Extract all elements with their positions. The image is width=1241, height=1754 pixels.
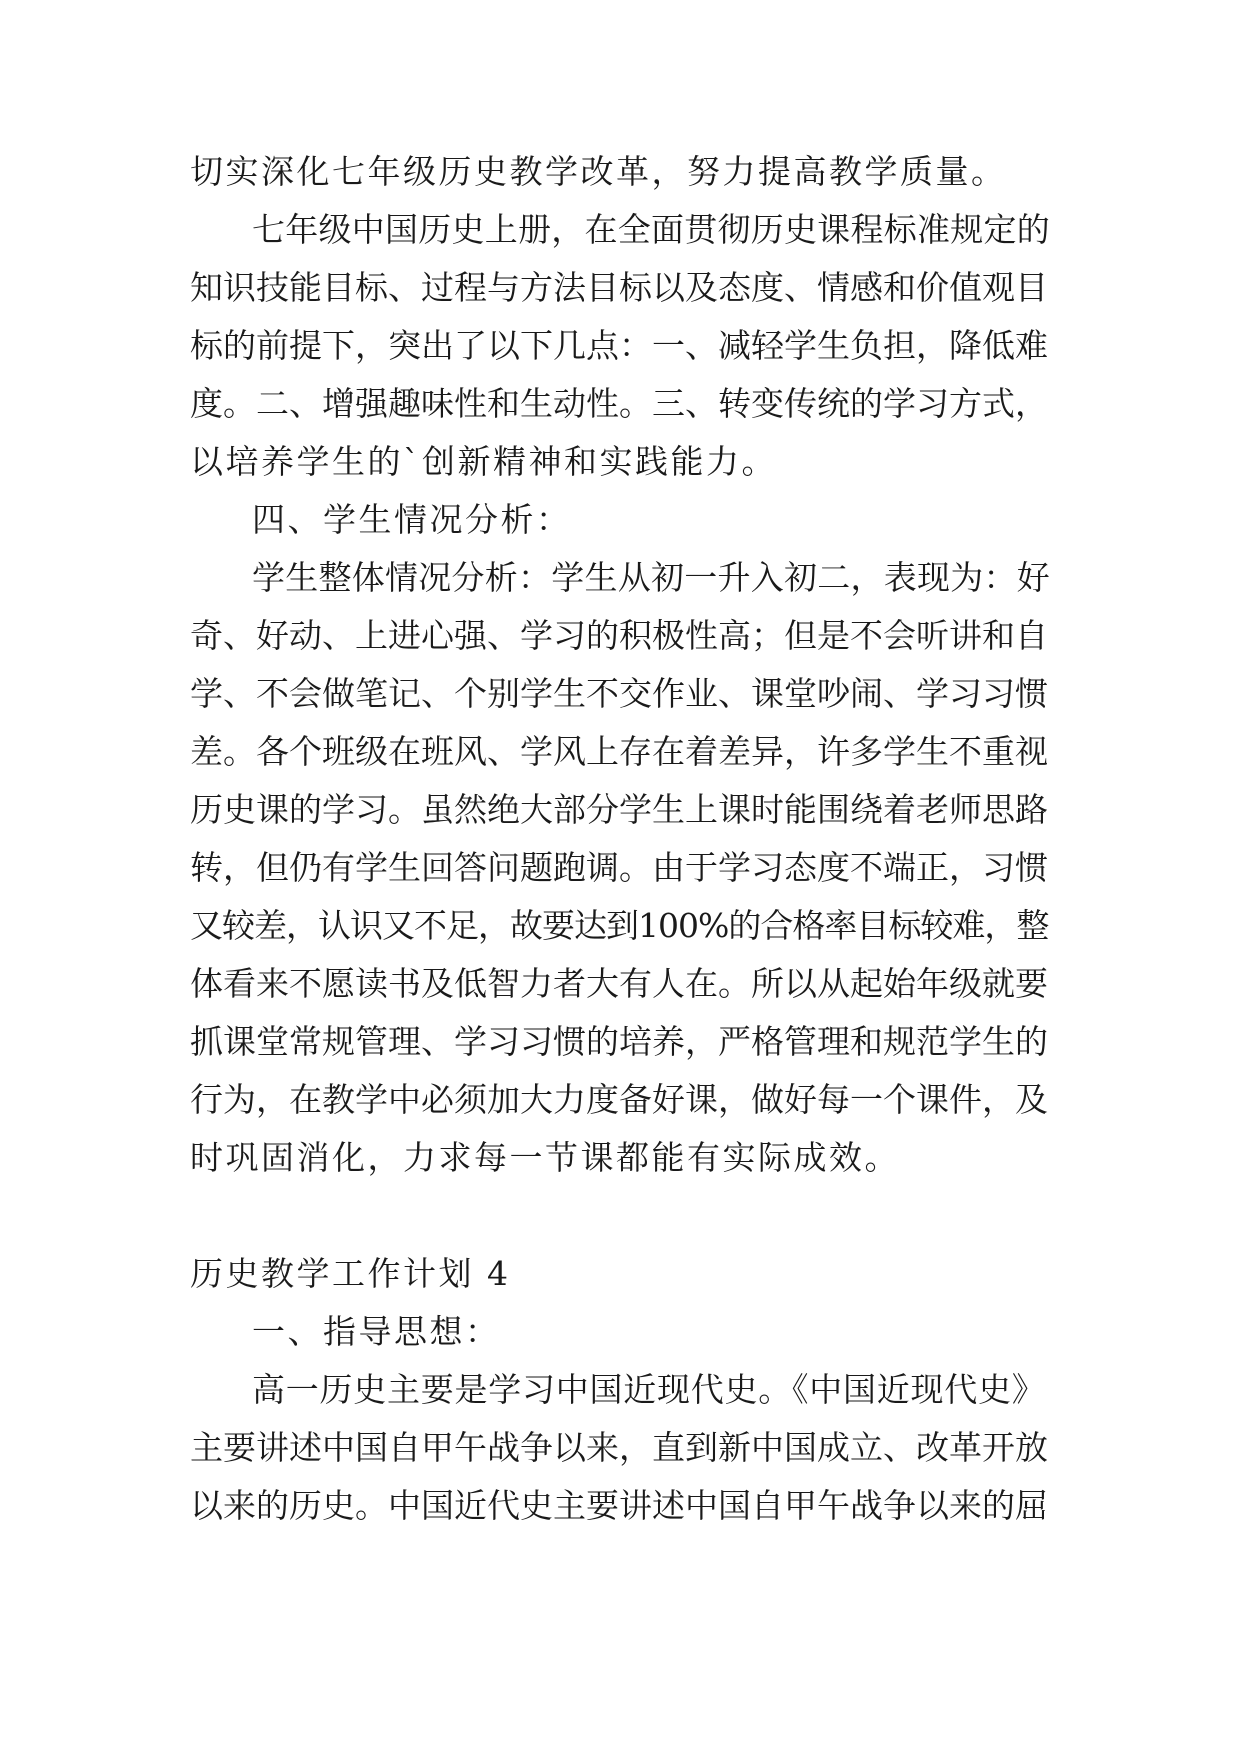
text-line: 转，但仍有学生回答问题跑调。由于学习态度不端正，习惯 — [190, 848, 1048, 887]
text-line: 以培养学生的`创新精神和实践能力。 — [190, 442, 777, 481]
text-line: 时巩固消化，力求每一节课都能有实际成效。 — [190, 1138, 900, 1177]
text-line: 七年级中国历史上册，在全面贯彻历史课程标准规定的 — [252, 210, 1050, 249]
text-line: 差。各个班级在班风、学风上存在着差异，许多学生不重视 — [190, 732, 1048, 771]
text-line: 知识技能目标、过程与方法目标以及态度、情感和价值观目 — [190, 268, 1048, 307]
text-line: 抓课堂常规管理、学习习惯的培养，严格管理和规范学生的 — [190, 1022, 1048, 1061]
text-line: 主要讲述中国自甲午战争以来，直到新中国成立、改革开放 — [190, 1428, 1048, 1467]
text-line: 历史课的学习。虽然绝大部分学生上课时能围绕着老师思路 — [190, 790, 1048, 829]
text-line: 行为，在教学中必须加大力度备好课，做好每一个课件，及 — [190, 1080, 1048, 1119]
text-line: 以来的历史。中国近代史主要讲述中国自甲午战争以来的屈 — [190, 1486, 1048, 1525]
text-line: 标的前提下，突出了以下几点：一、减轻学生负担，降低难 — [190, 326, 1048, 365]
document-title: 历史教学工作计划 4 — [190, 1254, 511, 1293]
text-line: 切实深化七年级历史教学改革，努力提高教学质量。 — [190, 152, 1007, 191]
text-line: 又较差，认识又不足，故要达到100%的合格率目标较难，整 — [190, 906, 1049, 945]
text-line: 奇、好动、上进心强、学习的积极性高；但是不会听讲和自 — [190, 616, 1048, 655]
text-line: 学、不会做笔记、个别学生不交作业、课堂吵闹、学习习惯 — [190, 674, 1048, 713]
section-heading: 四、学生情况分析： — [252, 500, 572, 539]
text-line: 高一历史主要是学习中国近现代史。《中国近现代史》 — [252, 1370, 1046, 1409]
section-heading: 一、指导思想： — [252, 1312, 501, 1351]
text-line: 度。二、增强趣味性和生动性。三、转变传统的学习方式， — [190, 384, 1048, 423]
text-line: 体看来不愿读书及低智力者大有人在。所以从起始年级就要 — [190, 964, 1048, 1003]
text-line: 学生整体情况分析：学生从初一升入初二，表现为：好 — [252, 558, 1050, 597]
